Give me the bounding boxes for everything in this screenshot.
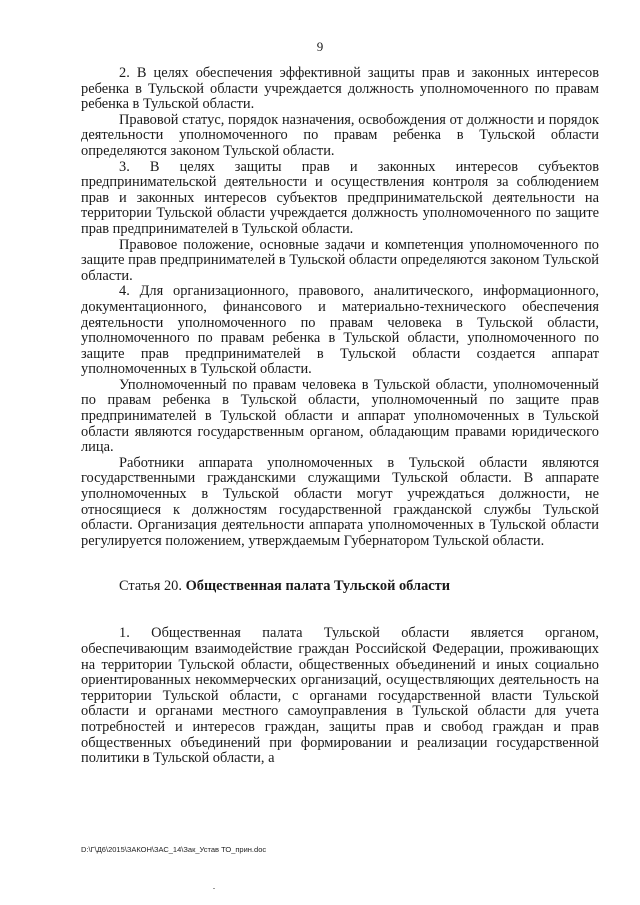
- article-prefix: Статья 20.: [119, 578, 182, 595]
- paragraph: Работники аппарата уполномоченных в Тульской области являются государственными гражданскими служащими Тульской области. В аппарате уполномоченных в Тульской области могут учреждаться должности, не относящиеся к должностям государственной гражданской службы Тульской области. Организация деятельности аппарата уполномоченных в Тульской области регулируется положением, утверждаемым Губернатором Тульской области.: [81, 454, 599, 549]
- footer-file-path: D:\Г\Д6\2015\ЗАКОН\ЗАС_14\Зак_Устав ТО_прин.doc: [81, 845, 267, 854]
- paragraph: 2. В целях обеспечения эффективной защиты прав и законных интересов ребенка в Тульской области учреждается должность уполномоченного по правам ребенка в Тульской области.: [81, 65, 599, 113]
- paragraph: Уполномоченный по правам человека в Тульской области, уполномоченный по правам ребенка в Тульской области, уполномоченный по защите прав предпринимателей в Тульской области и аппарат уполномоченных в Тульской области являются государственным органом, обладающим правами юридического лица.: [81, 376, 599, 456]
- scan-speck: [213, 888, 215, 889]
- paragraph: 4. Для организационного, правового, аналитического, информационного, документационного, финансового и материально-технического обеспечения деятельности уполномоченного по правам человека в Тульской области, уполномоченного по правам ребенка в Тульской области, уполномоченного по защите прав предпринимателей в Тульской области создается аппарат уполномоченных в Тульской области.: [81, 283, 599, 378]
- paragraph: 3. В целях защиты прав и законных интересов субъектов предпринимательской деятельности и осуществления контроля за соблюдением прав и законных интересов субъектов предпринимательской деятельности на территории Тульской области учреждается должность уполномоченного по защите прав предпринимателей в Тульской области.: [81, 158, 599, 237]
- article-title: Общественная палата Тульской области: [185, 578, 451, 595]
- paragraph: Правовое положение, основные задачи и компетенция уполномоченного по защите прав предпринимателей в Тульской области определяются законом Тульской области.: [81, 236, 599, 284]
- page-number: 9: [316, 39, 324, 54]
- document-body: [81, 66, 599, 767]
- paragraph: Правовой статус, порядок назначения, освобождения от должности и порядок деятельности уполномоченного по правам ребенка в Тульской области определяются законом Тульской области.: [81, 111, 599, 159]
- paragraph: 1. Общественная палата Тульской области является органом, обеспечивающим взаимодействие граждан Российской Федерации, проживающих на территории Тульской области, общественных объединений и иных социально ориентированных некоммерческих организаций, осуществляющих деятельность на территории Тульской области, с органами государственной власти Тульской области и органами местного самоуправления в Тульской области для учета потребностей и интересов граждан, защиты прав и свобод граждан и прав общественных объединений при формировании и реализации государственной политики в Тульской области, а: [81, 625, 599, 767]
- article-heading: [81, 578, 599, 594]
